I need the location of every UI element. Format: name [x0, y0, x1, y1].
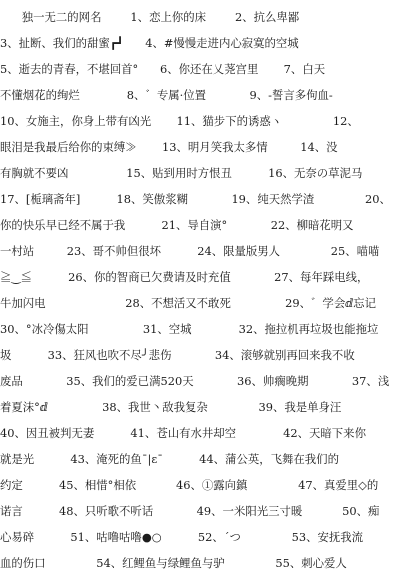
line-text: ≧‿≦ 26、你的智商已欠费请及时充值 27、每年踩电线，: [0, 270, 369, 284]
text-line: [0, 240, 400, 262]
text-line: [0, 136, 400, 158]
line-text: 眼泪是我最后给你的束缚≫ 13、明月笑我太多情 14、没: [0, 140, 338, 154]
text-line: [0, 162, 400, 184]
line-text: 你的快乐早已经不属于我 21、导自演° 22、柳暗花明又: [0, 218, 354, 232]
text-line: [0, 500, 400, 522]
line-text: 血的伤口 54、红鲤鱼与绿鲤鱼与驴 55、刺心爱人: [0, 556, 347, 570]
text-line: [0, 370, 400, 392]
line-text: 10、女施主，你身上带有凶光 11、猫步下的诱惑ヽ 12、: [0, 114, 359, 128]
text-line: [0, 110, 400, 132]
line-text: 3、扯断、我们的甜蜜┏┛ 4、#慢慢走进内心寂寞的空城: [0, 36, 299, 50]
line-text: 就是光 43、淹死的鱼ˉ|ε¯ 44、蒲公英，飞舞在我们的: [0, 452, 339, 466]
text-line: [0, 266, 400, 288]
line-text: 着夏沫°ⅆ 38、我世丶敌我复杂 39、我是单身汪: [0, 400, 342, 414]
line-text: 约定 45、相惜°相依 46、①露向鎮 47、真爱里◇的: [0, 478, 379, 492]
line-text: 独一无二的网名 1、恋上你的床 2、抗么卑鄙: [0, 10, 300, 24]
text-line: [0, 214, 400, 236]
text-line: [0, 6, 400, 28]
text-line: [0, 448, 400, 470]
line-text: 废品 35、我们的爱已满520天 36、帅瘸晚期 37、浅: [0, 374, 390, 388]
text-line: [0, 422, 400, 444]
text-line: [0, 344, 400, 366]
line-text: 30、°冰冷傷太阳 31、空城 32、拖拉机再垃圾也能拖垃: [0, 322, 379, 336]
text-line: [0, 396, 400, 418]
text-line: [0, 526, 400, 548]
text-line: [0, 292, 400, 314]
text-line: [0, 474, 400, 496]
line-text: 不懂烟花的绚烂 8、゛专属·位置 9、-誓言多佝血-: [0, 88, 333, 102]
line-text: 一村站 23、哥不帅但很坏 24、限量版男人 25、喵喵: [0, 244, 380, 258]
text-line: [0, 188, 400, 210]
text-line: [0, 32, 400, 54]
text-line: [0, 552, 400, 574]
line-text: 有胸就不要凶 15、贴到用时方恨丑 16、无奈の草泥马: [0, 166, 363, 180]
line-text: 圾 33、狂风也吹不尽╯悲伤 34、滚够就别再回来我不收: [0, 348, 355, 362]
text-line: [0, 318, 400, 340]
line-text: 5、逝去的青春，不堪回首° 6、你还在乂荛宫里 7、白天: [0, 62, 326, 76]
line-text: 17、[栀璃斋年] 18、笑傲浆糊 19、纯天然学渣 20、: [0, 192, 391, 206]
line-text: 诺言 48、只听歌不听话 49、一米阳光三寸暖 50、痴: [0, 504, 380, 518]
line-text: 牛加闪电 28、不想活又不敢死 29、゛学会ⅆ忘记: [0, 296, 376, 310]
text-line: [0, 84, 400, 106]
text-line: [0, 58, 400, 80]
line-text: 40、因丑被判无妻 41、苍山有水井却空 42、天暗下来你: [0, 426, 366, 440]
line-text: 心易碎 51、咕噜咕噜●○ 52、´つ 53、安抚我流: [0, 530, 364, 544]
